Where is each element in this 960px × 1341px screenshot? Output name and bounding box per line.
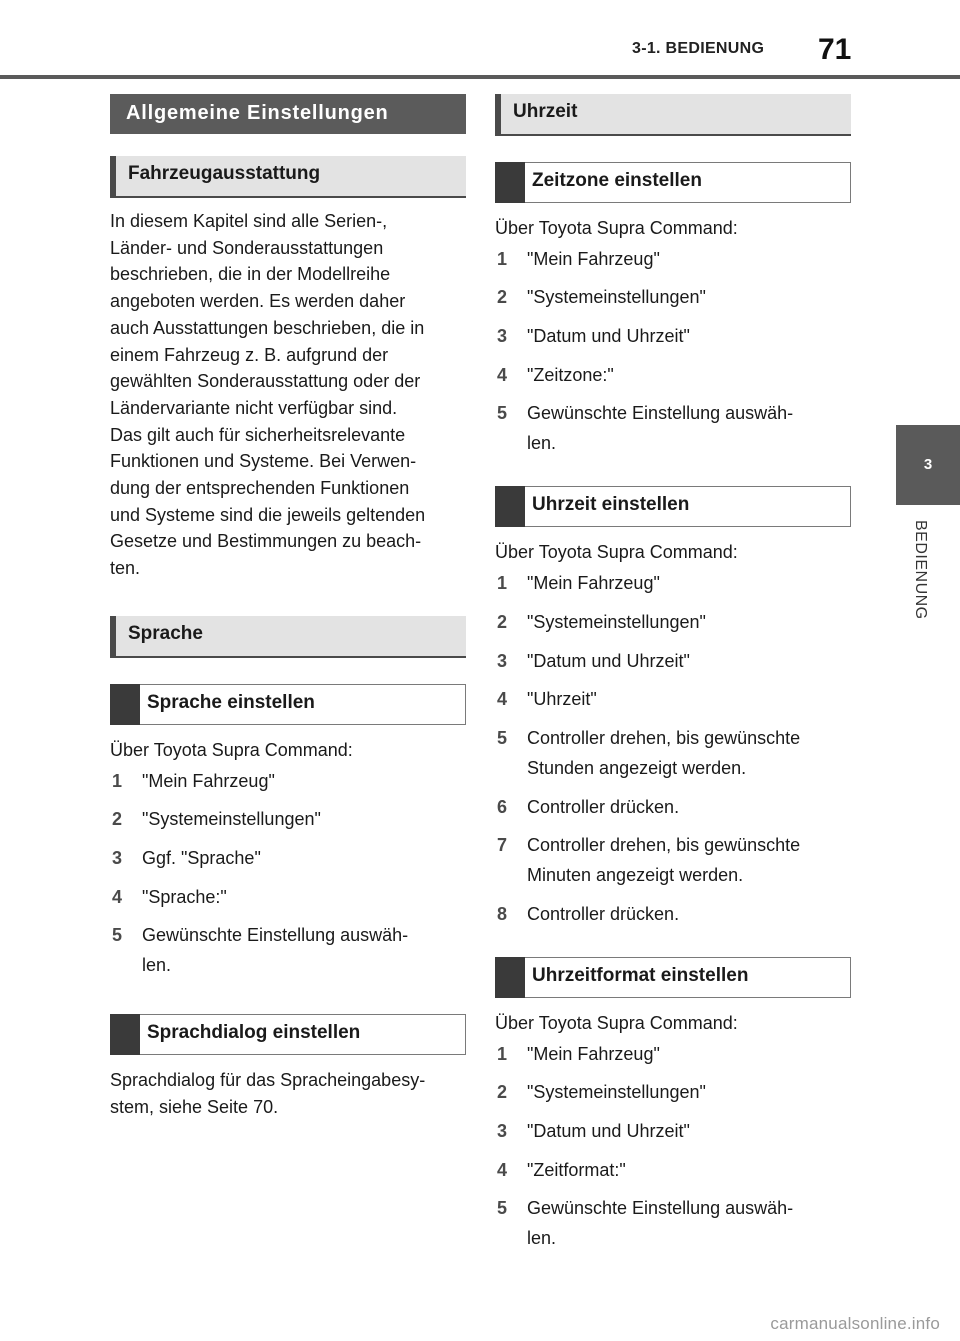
page-number: 71 (818, 33, 852, 66)
subheading-marker (495, 957, 525, 998)
subheading-marker (495, 162, 525, 203)
fahrzeugausstattung-text: In diesem Kapitel sind alle Serien-, Länder- und Sonderausstattungen beschrieben, die in der Modellreihe angeboten werden. Es werden daher auch Ausstattungen beschrieben, die in einem Fahrzeug z. B. aufgrund der gewählten Sonderausstattung oder der Ländervariante nicht verfügbar sind. Das gilt auch für sicherheitsrelevante Funktionen und Systeme. Bei Verwen- dung der entsprechenden Funktionen und Systeme sind die jeweils geltenden Gesetze und Bestimmungen zu beach- ten. (110, 211, 426, 579)
list-item: 3 "Datum und Uhrzeit" (497, 650, 690, 671)
list-item: 2 "Systemeinstellungen" (112, 809, 321, 830)
list-item: 6 Controller drücken. (497, 796, 680, 817)
main-heading: Allgemeine Einstellungen (110, 94, 466, 134)
list-item: 3 Ggf. "Sprache" (112, 847, 261, 868)
section-heading-fahrzeugausstattung: Fahrzeugausstattung (110, 156, 466, 198)
instruction-intro: Über Toyota Supra Command: (495, 218, 738, 238)
steps-sprache-einstellen (110, 766, 466, 981)
list-item: 2 "Systemeinstellungen" (497, 1082, 706, 1103)
chapter-tab-label: BEDIENUNG (912, 520, 929, 620)
list-item: 8 Controller drücken. (497, 903, 680, 924)
subheading-zeitzone-einstellen: Zeitzone einstellen (495, 162, 851, 203)
instruction-intro: Über Toyota Supra Command: (495, 542, 738, 563)
subheading-marker (495, 486, 525, 527)
sprachdialog-text: Sprachdialog für das Spracheingabesy- stem, siehe Seite 70. (110, 1070, 426, 1117)
list-item: 3 "Datum und Uhrzeit" (497, 326, 690, 347)
list-item: 1 "Mein Fahrzeug" (497, 248, 660, 269)
list-item: 4 "Sprache:" (112, 886, 227, 907)
steps-uhrzeitformat-einstellen (495, 1039, 851, 1254)
list-item: 5 Controller drehen, bis gewünschte Stunden angezeigt werden. (497, 727, 801, 778)
subheading-marker (110, 1014, 140, 1055)
list-item: 4 "Zeitzone:" (497, 364, 614, 385)
list-item: 3 "Datum und Uhrzeit" (497, 1121, 690, 1141)
list-item: 4 "Uhrzeit" (497, 689, 597, 710)
subheading-marker (110, 684, 140, 725)
right-column (495, 94, 851, 1253)
instruction-intro: Über Toyota Supra Command: (110, 739, 353, 760)
list-item: 7 Controller drehen, bis gewünschte Minuten angezeigt werden. (497, 835, 801, 886)
instruction-intro: Über Toyota Supra Command: (495, 1012, 738, 1033)
left-column (110, 94, 466, 1121)
list-item: 5 Gewünschte Einstellung auswäh- len. (497, 1198, 794, 1249)
watermark: carmanualsonline.info (770, 1314, 940, 1333)
subheading-uhrzeitformat-einstellen: Uhrzeitformat einstellen (495, 957, 851, 998)
subheading-sprachdialog-einstellen: Sprachdialog einstellen (110, 1014, 466, 1055)
header-rule (0, 75, 960, 79)
list-item: 5 Gewünschte Einstellung auswäh- len. (497, 403, 794, 454)
steps-uhrzeit-einstellen (495, 568, 851, 929)
subheading-sprache-einstellen: Sprache einstellen (110, 684, 466, 725)
section-heading-sprache: Sprache (110, 616, 466, 658)
subheading-uhrzeit-einstellen: Uhrzeit einstellen (495, 486, 851, 527)
section-heading-uhrzeit: Uhrzeit (495, 94, 851, 136)
list-item: 2 "Systemeinstellungen" (497, 287, 706, 308)
list-item: 1 "Mein Fahrzeug" (497, 573, 660, 594)
steps-zeitzone-einstellen (495, 244, 851, 459)
chapter-tab[interactable]: 3 (896, 425, 960, 505)
list-item: 1 "Mein Fahrzeug" (112, 770, 275, 791)
section-title: 3-1. BEDIENUNG (632, 40, 765, 57)
list-item: 4 "Zeitformat:" (497, 1159, 626, 1180)
list-item: 5 Gewünschte Einstellung auswäh- len. (112, 925, 409, 976)
list-item: 2 "Systemeinstellungen" (497, 611, 706, 632)
list-item: 1 "Mein Fahrzeug" (497, 1043, 660, 1064)
